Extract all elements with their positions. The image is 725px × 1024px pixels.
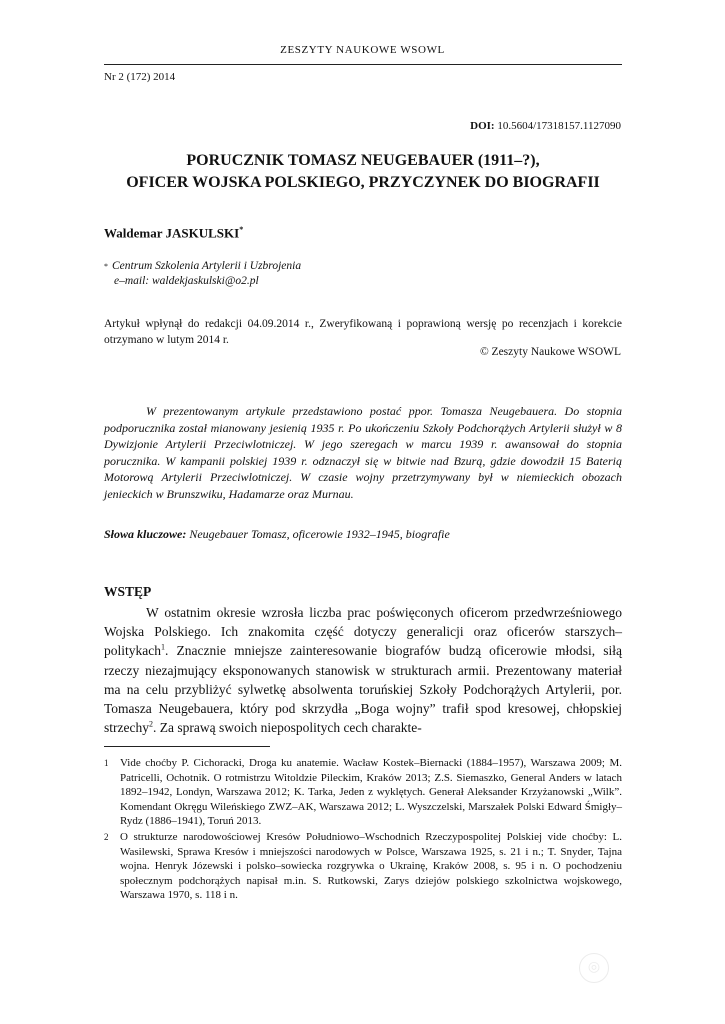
author-email[interactable]: e–mail: waldekjaskulski@o2.pl	[114, 275, 259, 287]
seal-icon: ◎	[579, 953, 609, 983]
affiliation: Centrum Szkolenia Artylerii i Uzbrojenia	[112, 260, 302, 272]
footnote-text: O strukturze narodowościowej Kresów Południowo–Wschodnich Rzeczypospolitej Polskiej vide choćby: L. Wasilewski, Sprawa Kresów i mniejszości narodowych w Polsce, Warszawa 1925, s. 21 i n.; T. Snyder, Tajna wojna. Henryk Józewski i polsko–sowiecka rozgrywka o Ukrainę, Kraków 2008, s. 95 i n. O pochodzeniu społecznym podchorążych napisał m.in. S. Rutkowski, Zarys dziejów polskiego szkolnictwa wojskowego, Warszawa 1970, s. 118 i n.	[120, 830, 622, 902]
body-paragraph	[104, 603, 622, 737]
body-text-1: W ostatnim okresie wzrosła liczba prac poświęconych oficerom przedwrześniowego Wojska Polskiego. Ich znakomita część dotyczy generalicji oraz oficerów starszych–politykach	[104, 605, 622, 659]
doi	[470, 120, 621, 132]
footnote-rule	[104, 746, 270, 747]
footnote-number: 1	[104, 758, 109, 768]
author-mark: *	[239, 225, 244, 234]
title-line-1: PORUCZNIK TOMASZ NEUGEBAUER (1911–?),	[186, 152, 540, 169]
footnote-text: Vide choćby P. Cichoracki, Droga ku anatemie. Wacław Kostek–Biernacki (1884–1957), Warszawa 2009; M. Patricelli, Ochotnik. O rotmistrzu Witoldzie Pileckim, Kraków 2013; Z.S. Siemaszko, General Anders w latach 1892–1942, Londyn, Warszawa 2012; K. Tarka, Jeden z wyklętych. Generał Aleksander Krzyżanowski „Wilk”. Komendant Okręgu Wileńskiego ZWZ–AK, Warszawa 2012; L. Wyszczelski, Marszałek Polski Edward Śmigły–Rydz (1886–1941), Toruń 2013.	[120, 757, 622, 828]
body-text-3: . Za sprawą swoich niepospolitych cech charakte-	[152, 720, 422, 736]
body-text-2: . Znacznie mniejsze zainteresowanie biografów budzą oficerowie młodsi, siłą rzeczy niezajmujący eksponowanych stanowisk w strukturach armii. Prezentowany materiał ma na celu przybliżyć sylwetkę absolwenta toruńskiej Szkoły Podchorążych Artylerii, por. Tomasza Neugebauera, który pod skrzydła „Boga wojny” trafił spod kresowej, chłopskiej strzechy	[104, 643, 622, 736]
footnotes	[104, 756, 622, 904]
doi-value[interactable]: 10.5604/17318157.1127090	[497, 120, 621, 132]
keywords-label: Słowa kluczowe:	[104, 527, 187, 541]
author	[104, 225, 243, 241]
footnote	[104, 756, 622, 829]
footnote	[104, 830, 622, 903]
affiliation-block	[104, 259, 301, 289]
issue-number: Nr 2 (172) 2014	[104, 71, 176, 83]
article-title	[104, 150, 622, 194]
footnote-number: 2	[104, 831, 109, 842]
received-note: Artykuł wpłynął do redakcji 04.09.2014 r., Zweryfikowaną i poprawioną wersję po recenzjach i korekcie otrzymano w lutym 2014 r.	[104, 318, 622, 346]
author-name: Waldemar JASKULSKI	[104, 225, 240, 241]
title-line-2: OFICER WOJSKA POLSKIEGO, PRZYCZYNEK DO BIOGRAFII	[126, 174, 600, 191]
abstract: W prezentowanym artykule przedstawiono postać ppor. Tomasza Neugebauera. Do stopnia podporucznika został mianowany jesienią 1935 r. Po ukończeniu Szkoły Podchorążych Artylerii służył w 8 Dywizjonie Artylerii Przeciwlotniczej. W jego szeregach w marcu 1939 r. awansował do stopnia porucznika. W kampanii polskiej 1939 r. odznaczył się w bitwie nad Bzurą, gdzie dowodził 15 Baterią Motorową Artylerii Przeciwlotniczej. W czasie wojny przetrzymywany był w niemieckich obozach jenieckich w Brunszwiku, Hadamarze oraz Murnau.	[104, 404, 622, 501]
doi-label: DOI:	[470, 120, 495, 132]
affiliation-mark: *	[104, 262, 108, 271]
header-rule	[104, 64, 622, 65]
journal-name: ZESZYTY NAUKOWE WSOWL	[280, 44, 445, 56]
footnote-ref-1[interactable]: 1	[161, 642, 165, 652]
section-heading: WSTĘP	[104, 584, 152, 599]
copyright: © Zeszyty Naukowe WSOWL	[479, 346, 621, 358]
keywords-value: Neugebauer Tomasz, oficerowie 1932–1945, biografie	[189, 527, 450, 541]
footnote-ref-2[interactable]: 2	[148, 719, 153, 729]
keywords	[104, 527, 622, 542]
